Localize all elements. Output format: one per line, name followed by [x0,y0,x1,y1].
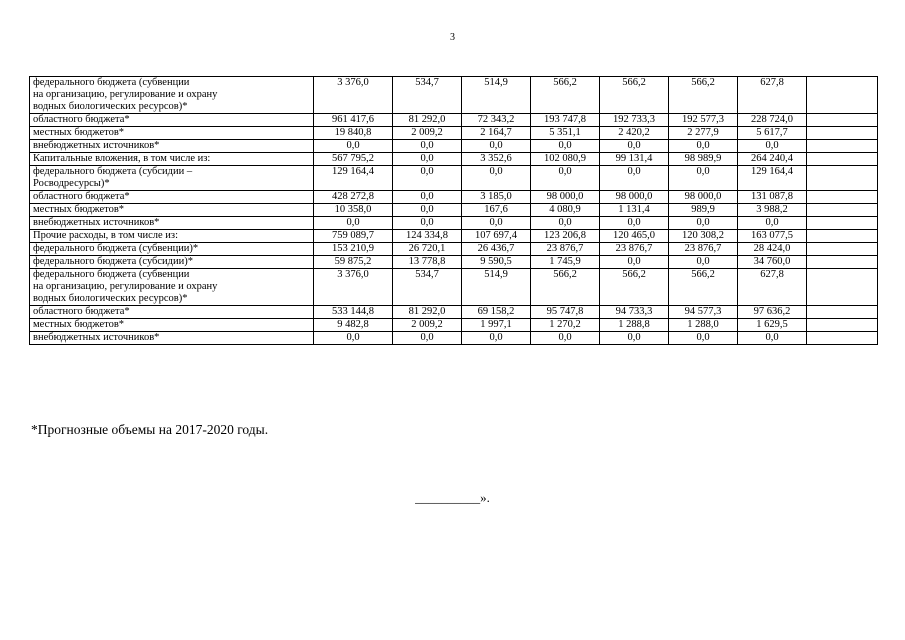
value-cell: 129 164,4 [738,166,807,191]
value-cell [807,243,878,256]
value-cell: 23 876,7 [531,243,600,256]
value-cell: 0,0 [462,217,531,230]
value-cell: 192 577,3 [669,114,738,127]
row-label-line: федерального бюджета (субвенции [33,269,190,280]
closing-mark: __________». [415,490,490,505]
table-row [30,269,878,306]
value-cell [807,166,878,191]
value-cell: 566,2 [669,77,738,114]
value-cell: 129 164,4 [314,166,393,191]
value-cell: 534,7 [393,77,462,114]
value-cell: 0,0 [314,332,393,345]
value-cell: 97 636,2 [738,306,807,319]
value-cell: 0,0 [393,153,462,166]
value-cell: 120 465,0 [600,230,669,243]
value-cell [807,127,878,140]
table-row [30,166,878,191]
value-cell: 123 206,8 [531,230,600,243]
row-label-line: областного бюджета* [33,306,130,317]
value-cell: 59 875,2 [314,256,393,269]
row-label-line: местных бюджетов* [33,319,125,330]
value-cell: 69 158,2 [462,306,531,319]
value-cell: 102 080,9 [531,153,600,166]
row-label-line: водных биологических ресурсов)* [33,101,188,112]
value-cell: 0,0 [669,217,738,230]
row-label-line: внебюджетных источников* [33,217,160,228]
value-cell [807,191,878,204]
value-cell: 13 778,8 [393,256,462,269]
table-row [30,217,878,230]
value-cell: 1 629,5 [738,319,807,332]
row-label-line: местных бюджетов* [33,127,125,138]
row-label [30,114,314,127]
value-cell: 0,0 [600,140,669,153]
value-cell: 3 376,0 [314,269,393,306]
value-cell: 989,9 [669,204,738,217]
value-cell: 0,0 [600,256,669,269]
value-cell: 5 617,7 [738,127,807,140]
value-cell: 759 089,7 [314,230,393,243]
row-label-line: Капитальные вложения, в том числе из: [33,153,211,164]
value-cell: 514,9 [462,77,531,114]
value-cell: 23 876,7 [669,243,738,256]
value-cell: 0,0 [393,204,462,217]
value-cell [807,319,878,332]
table-row [30,319,878,332]
value-cell: 533 144,8 [314,306,393,319]
row-label-line: водных биологических ресурсов)* [33,293,188,304]
value-cell: 99 131,4 [600,153,669,166]
value-cell: 9 482,8 [314,319,393,332]
value-cell: 566,2 [531,77,600,114]
value-cell: 3 988,2 [738,204,807,217]
value-cell: 193 747,8 [531,114,600,127]
value-cell [807,153,878,166]
value-cell: 228 724,0 [738,114,807,127]
table-row [30,332,878,345]
value-cell [807,230,878,243]
row-label-line: федерального бюджета (субсидии – [33,166,193,177]
row-label [30,230,314,243]
value-cell: 0,0 [462,166,531,191]
value-cell: 567 795,2 [314,153,393,166]
value-cell: 0,0 [669,166,738,191]
value-cell: 0,0 [738,140,807,153]
value-cell: 0,0 [393,217,462,230]
value-cell: 2 164,7 [462,127,531,140]
row-label [30,332,314,345]
value-cell: 0,0 [393,332,462,345]
value-cell: 98 000,0 [600,191,669,204]
value-cell: 98 000,0 [531,191,600,204]
row-label-line: внебюджетных источников* [33,332,160,343]
table-row [30,140,878,153]
value-cell: 81 292,0 [393,306,462,319]
row-label-line: Росводресурсы)* [33,178,110,189]
value-cell: 10 358,0 [314,204,393,217]
table-row [30,77,878,114]
value-cell: 0,0 [393,166,462,191]
table-row [30,243,878,256]
row-label-line: федерального бюджета (субвенции [33,77,190,88]
value-cell: 0,0 [462,332,531,345]
value-cell: 131 087,8 [738,191,807,204]
value-cell: 19 840,8 [314,127,393,140]
value-cell: 2 009,2 [393,127,462,140]
table-row [30,153,878,166]
value-cell: 98 000,0 [669,191,738,204]
value-cell: 3 376,0 [314,77,393,114]
value-cell: 3 352,6 [462,153,531,166]
value-cell: 153 210,9 [314,243,393,256]
value-cell [807,332,878,345]
row-label [30,77,314,114]
value-cell: 23 876,7 [600,243,669,256]
value-cell: 514,9 [462,269,531,306]
value-cell [807,204,878,217]
value-cell: 1 745,9 [531,256,600,269]
row-label [30,153,314,166]
value-cell: 1 288,8 [600,319,669,332]
value-cell: 627,8 [738,269,807,306]
value-cell: 26 720,1 [393,243,462,256]
value-cell: 9 590,5 [462,256,531,269]
table-row [30,191,878,204]
value-cell: 0,0 [600,332,669,345]
value-cell [807,306,878,319]
value-cell: 2 420,2 [600,127,669,140]
table-row [30,256,878,269]
row-label [30,256,314,269]
value-cell: 163 077,5 [738,230,807,243]
row-label-line: на организацию, регулирование и охрану [33,281,218,292]
value-cell: 627,8 [738,77,807,114]
value-cell: 566,2 [531,269,600,306]
value-cell: 0,0 [314,140,393,153]
value-cell: 566,2 [600,269,669,306]
row-label [30,166,314,191]
value-cell: 2 009,2 [393,319,462,332]
value-cell: 0,0 [531,332,600,345]
value-cell: 98 989,9 [669,153,738,166]
value-cell: 1 288,0 [669,319,738,332]
value-cell [807,269,878,306]
value-cell [807,114,878,127]
row-label-line: федерального бюджета (субсидии)* [33,256,194,267]
value-cell: 5 351,1 [531,127,600,140]
value-cell: 167,6 [462,204,531,217]
value-cell: 0,0 [669,140,738,153]
table-row [30,306,878,319]
value-cell: 72 343,2 [462,114,531,127]
row-label-line: областного бюджета* [33,114,130,125]
row-label [30,269,314,306]
value-cell: 81 292,0 [393,114,462,127]
value-cell: 0,0 [531,217,600,230]
footnote: *Прогнозные объемы на 2017-2020 годы. [31,422,269,437]
value-cell: 0,0 [738,217,807,230]
value-cell [807,217,878,230]
value-cell: 4 080,9 [531,204,600,217]
value-cell [807,256,878,269]
value-cell: 0,0 [393,191,462,204]
table-row [30,127,878,140]
value-cell: 0,0 [462,140,531,153]
value-cell: 34 760,0 [738,256,807,269]
row-label-line: местных бюджетов* [33,204,125,215]
value-cell: 124 334,8 [393,230,462,243]
value-cell: 534,7 [393,269,462,306]
row-label-line: внебюджетных источников* [33,140,160,151]
page-number: 3 [450,32,455,43]
row-label-line: областного бюджета* [33,191,130,202]
value-cell: 94 733,3 [600,306,669,319]
value-cell: 95 747,8 [531,306,600,319]
value-cell [807,140,878,153]
row-label [30,319,314,332]
value-cell: 0,0 [531,140,600,153]
value-cell: 0,0 [669,256,738,269]
value-cell: 428 272,8 [314,191,393,204]
value-cell: 0,0 [669,332,738,345]
row-label [30,127,314,140]
value-cell: 0,0 [600,166,669,191]
row-label-line: Прочие расходы, в том числе из: [33,230,178,241]
value-cell: 1 270,2 [531,319,600,332]
value-cell: 3 185,0 [462,191,531,204]
budget-table [29,76,878,345]
table-row [30,230,878,243]
table-row [30,204,878,217]
row-label [30,191,314,204]
value-cell: 120 308,2 [669,230,738,243]
value-cell: 192 733,3 [600,114,669,127]
value-cell: 0,0 [393,140,462,153]
row-label [30,243,314,256]
value-cell: 28 424,0 [738,243,807,256]
value-cell: 26 436,7 [462,243,531,256]
value-cell: 264 240,4 [738,153,807,166]
value-cell: 0,0 [600,217,669,230]
value-cell: 1 131,4 [600,204,669,217]
value-cell: 961 417,6 [314,114,393,127]
row-label [30,306,314,319]
row-label-line: федерального бюджета (субвенции)* [33,243,199,254]
row-label [30,204,314,217]
value-cell: 566,2 [600,77,669,114]
value-cell: 94 577,3 [669,306,738,319]
value-cell: 2 277,9 [669,127,738,140]
value-cell: 0,0 [738,332,807,345]
table-row [30,114,878,127]
value-cell: 566,2 [669,269,738,306]
value-cell: 107 697,4 [462,230,531,243]
value-cell: 0,0 [531,166,600,191]
row-label [30,217,314,230]
value-cell: 0,0 [314,217,393,230]
row-label [30,140,314,153]
row-label-line: на организацию, регулирование и охрану [33,89,218,100]
value-cell [807,77,878,114]
value-cell: 1 997,1 [462,319,531,332]
